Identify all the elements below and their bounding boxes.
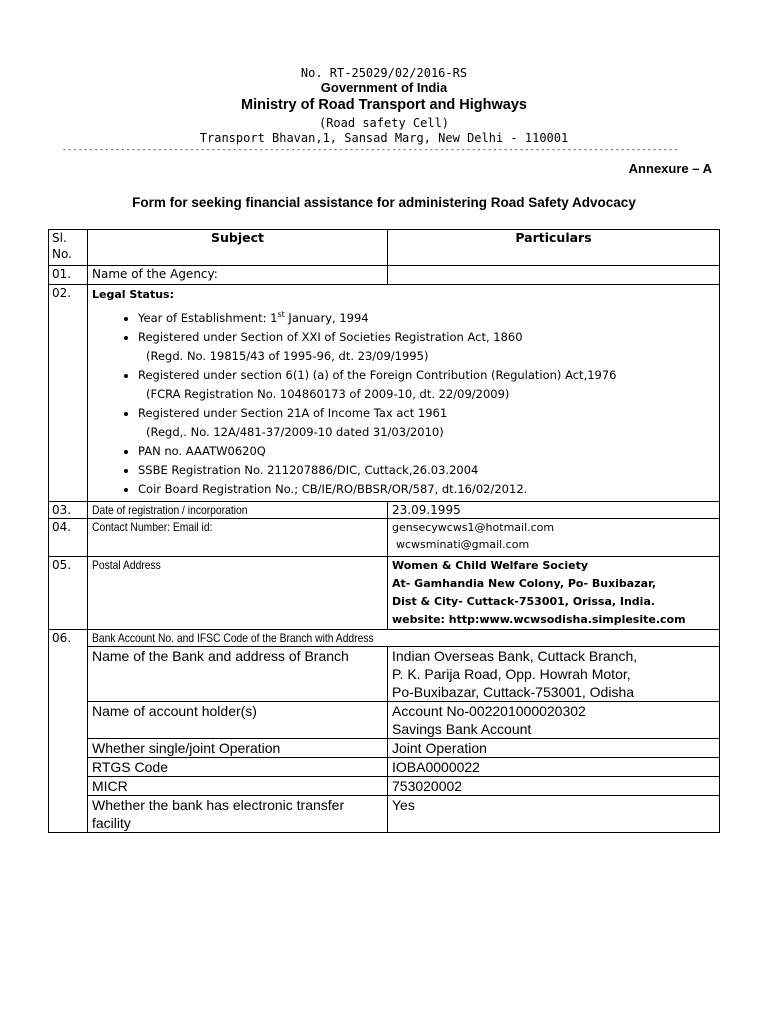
etransfer-label bbox=[88, 795, 388, 832]
account-type: Savings Bank Account bbox=[392, 720, 532, 737]
registration-date-value: 23.09.1995 bbox=[388, 501, 720, 518]
fcra-registration: Registered under section 6(1) (a) of the Foreign Contribution (Regulation) Act,1976 bbox=[138, 367, 617, 382]
legal-status-cell bbox=[88, 285, 720, 502]
table-row bbox=[49, 501, 720, 518]
table-row bbox=[49, 646, 720, 701]
micr-label: MICR bbox=[88, 776, 388, 795]
etransfer-value: Yes bbox=[388, 795, 720, 832]
government-heading: Government of India bbox=[320, 80, 448, 95]
bank-line: P. K. Parija Road, Opp. Howrah Motor, bbox=[392, 665, 631, 682]
operation-value: Joint Operation bbox=[388, 738, 720, 757]
income-tax-regd-no: (Regd,. No. 12A/481-37/2009-10 dated 31/03/2010) bbox=[146, 424, 444, 439]
email-secondary: wcwsminati@gmail.com bbox=[396, 537, 530, 551]
list-item: • PAN no. AAATW0620Q bbox=[138, 442, 715, 461]
rtgs-value: IOBA0000022 bbox=[388, 757, 720, 776]
contact-value bbox=[388, 518, 720, 556]
row-number: 01. bbox=[49, 266, 88, 285]
table-row bbox=[49, 629, 720, 646]
list-item: • Coir Board Registration No.; CB/IE/RO/BBSR/OR/587, dt.16/02/2012. bbox=[138, 480, 715, 499]
ministry-heading: Ministry of Road Transport and Highways bbox=[240, 97, 527, 113]
establishment-sup: st bbox=[277, 310, 285, 319]
sl-no-header bbox=[49, 230, 88, 266]
bank-line: Indian Overseas Bank, Cuttack Branch, bbox=[392, 647, 638, 664]
form-title: Form for seeking financial assistance for administering Road Safety Advocacy bbox=[132, 195, 636, 210]
subject-header: Subject bbox=[88, 230, 388, 266]
postal-address-label: Postal Address bbox=[92, 557, 161, 572]
row-number: 05. bbox=[49, 556, 88, 629]
email-primary: gensecywcws1@hotmail.com bbox=[392, 520, 555, 534]
account-number: Account No-002201000020302 bbox=[392, 702, 586, 719]
etransfer-label-line: Whether the bank has electronic transfer bbox=[92, 796, 345, 813]
fcra-regd-no: (FCRA Registration No. 104860173 of 2009-10, dt. 22/09/2009) bbox=[146, 386, 510, 401]
table-row bbox=[49, 776, 720, 795]
etransfer-label-line: facility bbox=[92, 814, 131, 831]
ministry-address: Transport Bhavan,1, Sansad Marg, New Delhi - 110001 bbox=[199, 131, 569, 145]
table-row bbox=[49, 738, 720, 757]
table-row bbox=[49, 795, 720, 832]
table-row bbox=[49, 266, 720, 285]
bank-line: Po-Buxibazar, Cuttack-753001, Odisha bbox=[392, 683, 635, 700]
agency-name-label: Name of the Agency: bbox=[88, 266, 388, 285]
account-holder-label: Name of account holder(s) bbox=[88, 701, 388, 738]
row-number: 02. bbox=[49, 285, 88, 502]
table-row bbox=[49, 701, 720, 738]
rtgs-label: RTGS Code bbox=[88, 757, 388, 776]
bank-name-value bbox=[388, 646, 720, 701]
registration-date-label: Date of registration / incorporation bbox=[92, 502, 248, 517]
row-number: 04. bbox=[49, 518, 88, 556]
cell-name: (Road safety Cell) bbox=[318, 116, 450, 130]
address-line: Dist & City- Cuttack-753001, Orissa, India. bbox=[392, 594, 656, 608]
table-row bbox=[49, 518, 720, 556]
row-number: 03. bbox=[49, 501, 88, 518]
dashed-divider: -------------------------------------------------------------------------------------------------------------------- bbox=[62, 145, 679, 154]
table-header-row bbox=[49, 230, 720, 266]
income-tax-registration: Registered under Section 21A of Income Tax act 1961 bbox=[138, 405, 448, 420]
annexure-label: Annexure – A bbox=[628, 161, 712, 176]
bank-section-label: Bank Account No. and IFSC Code of the Branch with Address bbox=[92, 630, 374, 645]
address-line: Women & Child Welfare Society bbox=[392, 558, 589, 572]
legal-status-list bbox=[92, 305, 715, 499]
micr-value: 753020002 bbox=[388, 776, 720, 795]
list-item bbox=[138, 366, 715, 404]
table-row bbox=[49, 757, 720, 776]
contact-label: Contact Number: Email id: bbox=[92, 519, 213, 534]
address-line: At- Gamhandia New Colony, Po- Buxibazar, bbox=[392, 576, 657, 590]
postal-address-value bbox=[388, 556, 720, 629]
societies-registration: Registered under Section of XXI of Societies Registration Act, 1860 bbox=[138, 329, 523, 344]
establishment-text: Year of Establishment: 1 bbox=[138, 310, 278, 325]
reference-number: No. RT-25029/02/2016-RS bbox=[300, 66, 468, 80]
societies-regd-no: (Regd. No. 19815/43 of 1995-96, dt. 23/09/1995) bbox=[146, 348, 429, 363]
form-table bbox=[48, 229, 720, 833]
establishment-date: January, 1994 bbox=[284, 310, 369, 325]
bank-name-label: Name of the Bank and address of Branch bbox=[88, 646, 388, 701]
account-holder-value bbox=[388, 701, 720, 738]
operation-label: Whether single/joint Operation bbox=[88, 738, 388, 757]
list-item: • SSBE Registration No. 211207886/DIC, Cuttack,26.03.2004 bbox=[138, 461, 715, 480]
list-item bbox=[138, 404, 715, 442]
list-item bbox=[138, 305, 715, 328]
table-row bbox=[49, 556, 720, 629]
particulars-header: Particulars bbox=[388, 230, 720, 266]
row-number: 06. bbox=[49, 629, 88, 832]
sl-header-line1: Sl. bbox=[52, 231, 67, 245]
table-row bbox=[49, 285, 720, 502]
agency-name-value bbox=[388, 266, 720, 285]
list-item bbox=[138, 328, 715, 366]
sl-header-line2: No. bbox=[52, 247, 72, 261]
website-line: website: http:www.wcwsodisha.simplesite.com bbox=[392, 612, 686, 626]
legal-status-title: Legal Status: bbox=[92, 288, 175, 301]
